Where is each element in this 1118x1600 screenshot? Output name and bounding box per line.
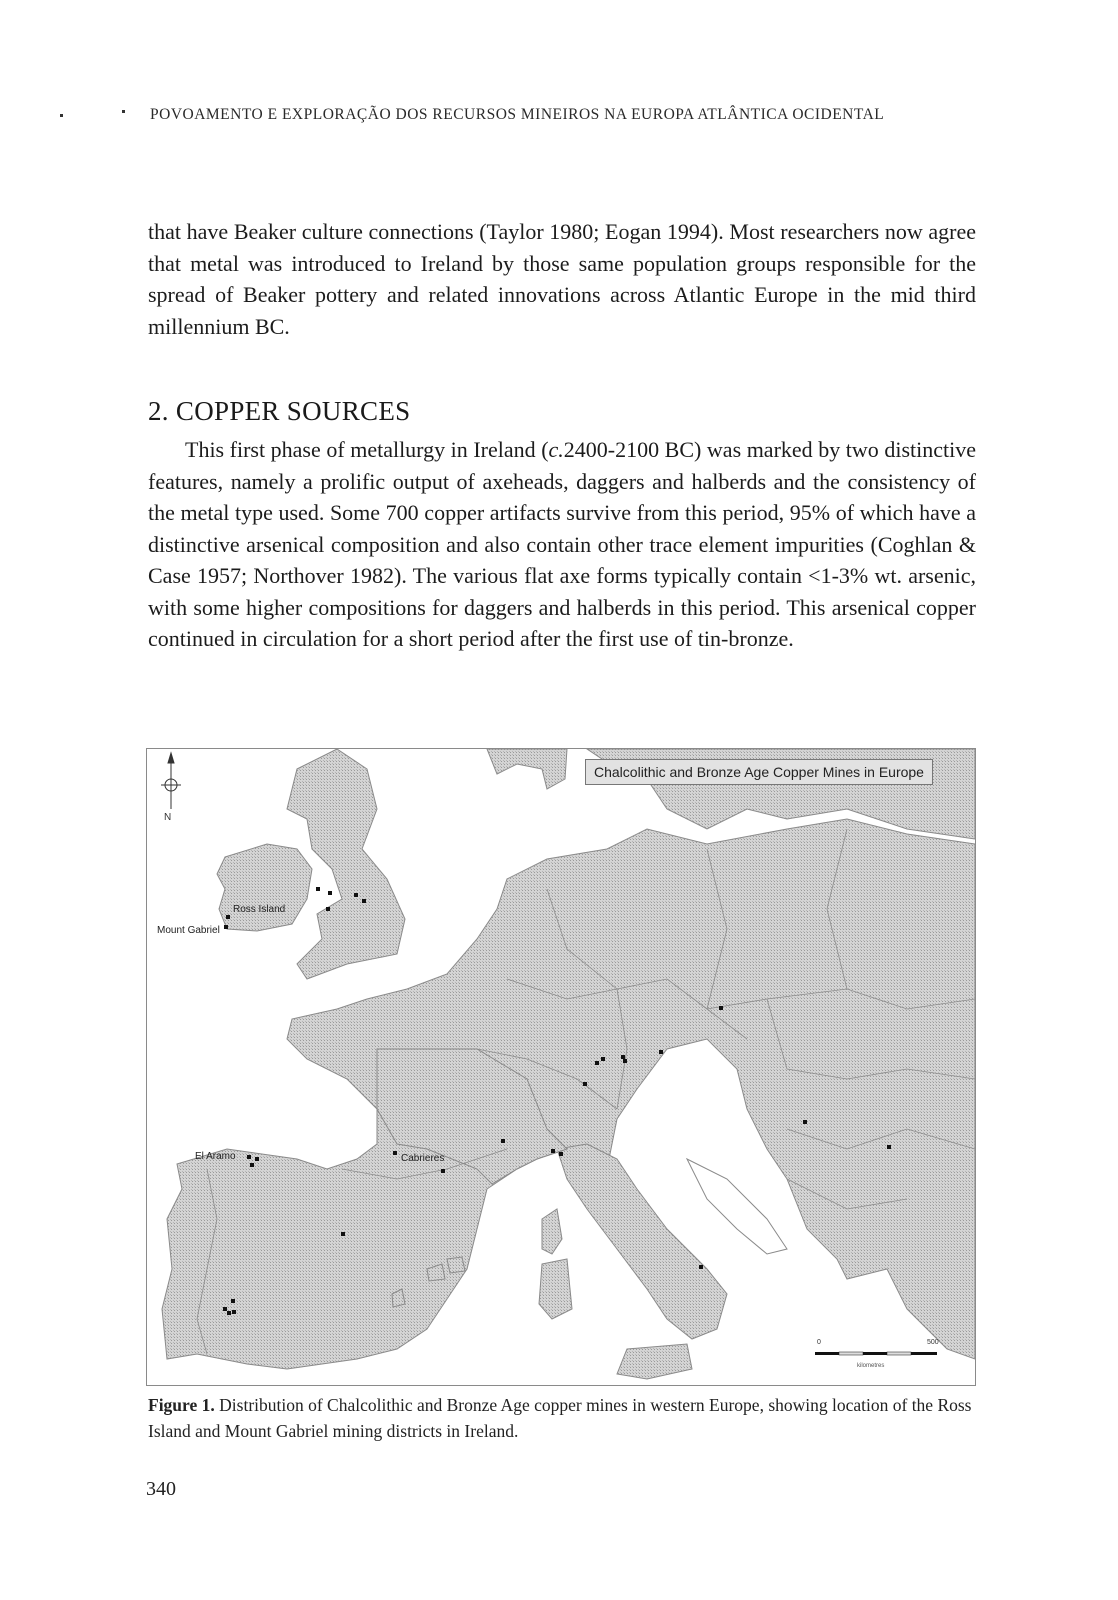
section-paragraph: [148, 434, 976, 655]
scan-speck: [60, 114, 63, 117]
section-title: 2. COPPER SOURCES: [148, 396, 411, 426]
scale-start-label: 0: [817, 1339, 821, 1346]
label-cabrieres: Cabrieres: [401, 1153, 445, 1164]
caption-label: Figure 1.: [148, 1395, 215, 1415]
europe-map-icon: [147, 749, 975, 1385]
caption-text: Distribution of Chalcolithic and Bronze Age copper mines in western Europe, showing location of the Ross Island and Mount Gabriel mining districts in Ireland.: [148, 1395, 972, 1441]
paragraph-text-start: This first phase of metallurgy in Ireland (: [185, 437, 549, 462]
label-mount-gabriel: Mount Gabriel: [157, 925, 220, 936]
compass-icon: [161, 753, 181, 809]
scale-unit-label: kilometres: [857, 1363, 885, 1369]
running-head: POVOAMENTO E EXPLORAÇÃO DOS RECURSOS MINEIROS NA EUROPA ATLÂNTICA OCIDENTAL: [150, 106, 885, 123]
map-title: Chalcolithic and Bronze Age Copper Mines in Europe: [585, 759, 933, 785]
circa-abbrev: c.: [548, 437, 564, 462]
figure-map: [146, 748, 976, 1386]
label-ross-island: Ross Island: [233, 904, 286, 915]
paragraph-text: that have Beaker culture connections (Taylor 1980; Eogan 1994). Most researchers now agree that metal was introduced to Ireland by those same population groups responsible for the spread of Beaker pottery and related innovations across Atlantic Europe in the mid third millennium BC.: [148, 219, 976, 339]
page-number: 340: [146, 1478, 176, 1500]
label-el-aramo: El Aramo: [195, 1151, 236, 1162]
paragraph-text: [148, 434, 976, 655]
scan-speck: [122, 110, 125, 113]
compass-north-label: N: [164, 812, 172, 823]
paragraph-text-rest: 2400-2100 BC) was marked by two distinctive features, namely a prolific output of axeheads, daggers and halberds and the consistency of the metal type used. Some 700 copper artifacts survive from this period, 95% of which have a distinctive arsenical composition and also contain other trace element impurities (Coghlan & Case 1957; Northover 1982). The various flat axe forms typically contain <1-3% wt. arsenic, with some higher compositions for daggers and halberds in this period. This arsenical copper continued in circulation for a short period after the first use of tin-bronze.: [148, 437, 976, 651]
continued-paragraph: [148, 216, 976, 342]
scale-bar-icon: [815, 1352, 937, 1355]
figure-caption: [148, 1392, 978, 1444]
scale-end-label: 500: [927, 1339, 939, 1346]
